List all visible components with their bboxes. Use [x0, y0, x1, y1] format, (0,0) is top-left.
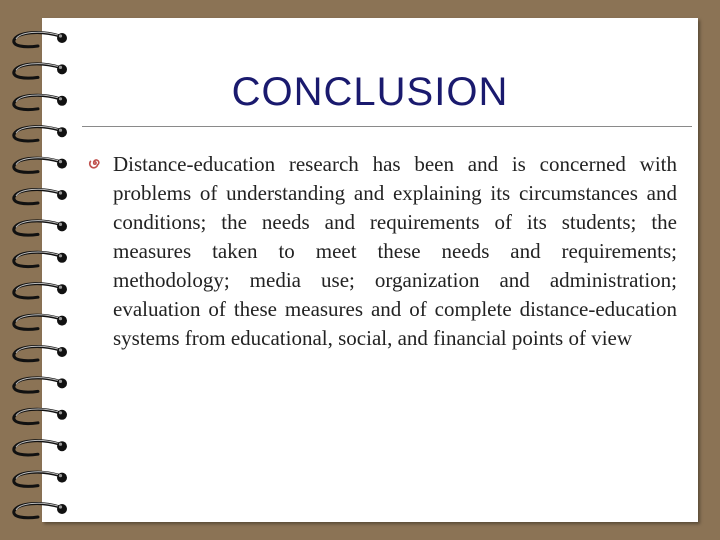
slide-title: CONCLUSION — [231, 70, 509, 114]
binding-ring — [14, 283, 67, 298]
binding-ring — [14, 252, 67, 267]
binding-ring — [14, 472, 67, 487]
binding-ring — [14, 440, 67, 455]
binding-ring — [14, 158, 67, 173]
binding-ring — [14, 126, 67, 141]
binding-ring — [14, 189, 67, 204]
binding-ring — [14, 95, 67, 110]
spiral-bullet-icon — [88, 156, 102, 170]
binding-ring — [14, 64, 67, 79]
binding-ring — [14, 378, 67, 393]
title-divider — [82, 126, 692, 127]
spiral-binding-icon — [0, 0, 80, 540]
binding-ring — [14, 315, 67, 330]
binding-ring — [14, 32, 67, 47]
binding-ring — [14, 409, 67, 424]
binding-ring — [14, 503, 67, 518]
notebook-page — [42, 18, 698, 522]
binding-ring — [14, 221, 67, 236]
binding-ring — [14, 346, 67, 361]
conclusion-paragraph: Distance-education research has been and is concerned with problems of understanding and explaining its circumstances and conditions; the needs and requirements of its students; the measures taken to meet these needs and requirements; methodology; media use; organization and administration; evaluation of these measures and of complete distance-education systems from educational, social, and financial points of view — [113, 152, 677, 350]
